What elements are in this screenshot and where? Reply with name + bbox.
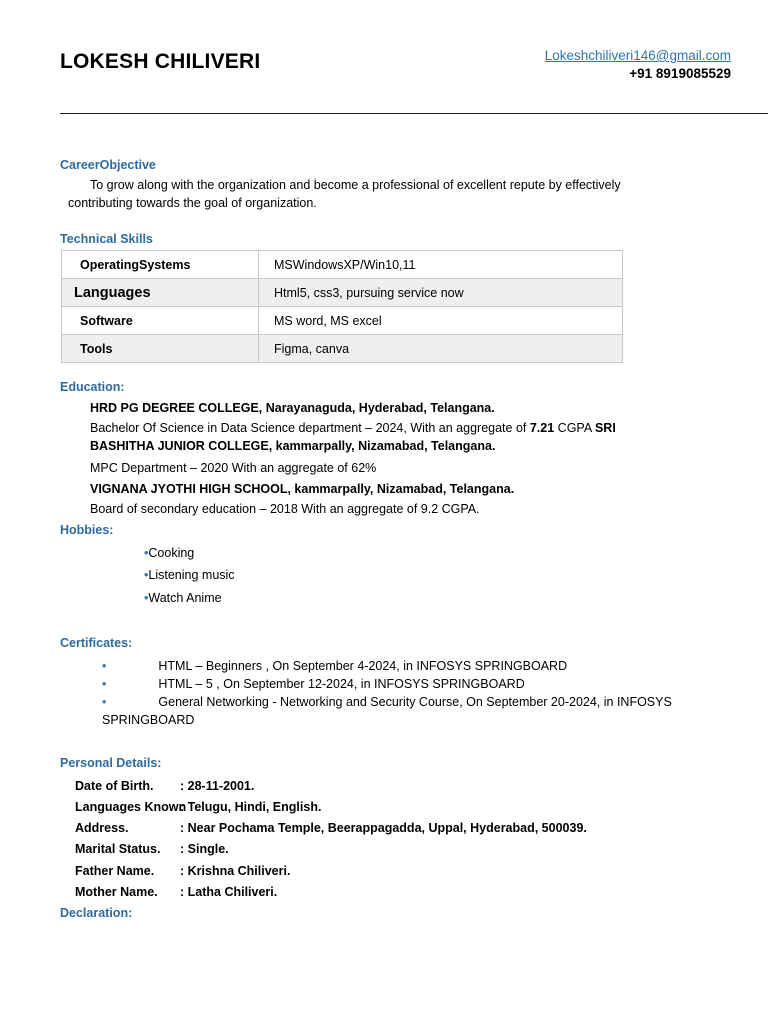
personal-label-mother: Mother Name. bbox=[75, 885, 158, 899]
declaration-heading: Declaration: bbox=[60, 906, 133, 920]
personal-details-heading: Personal Details: bbox=[60, 756, 162, 770]
personal-label-father: Father Name. bbox=[75, 864, 155, 878]
list-item bbox=[102, 675, 702, 693]
bullet-icon: • bbox=[144, 591, 149, 605]
list-item bbox=[144, 546, 194, 560]
degree-cgpa-suffix: CGPA bbox=[554, 421, 595, 435]
education-school: VIGNANA JYOTHI HIGH SCHOOL, kammarpally, Nizamabad, Telangana. bbox=[90, 482, 515, 496]
personal-value-dob: : 28-11-2001. bbox=[180, 779, 255, 793]
list-item bbox=[144, 591, 222, 605]
education-junior-college: BASHITHA JUNIOR COLLEGE, kammarpally, Nizamabad, Telangana. bbox=[90, 439, 496, 453]
bullet-icon: • bbox=[102, 695, 107, 709]
personal-value-address: : Near Pochama Temple, Beerappagadda, Uppal, Hyderabad, 500039. bbox=[180, 821, 587, 835]
technical-skills-heading: Technical Skills bbox=[60, 232, 153, 246]
hobby-text: Listening music bbox=[148, 568, 235, 582]
career-objective-heading: CareerObjective bbox=[60, 158, 156, 172]
contact-block bbox=[545, 47, 731, 83]
bullet-icon: • bbox=[102, 659, 107, 673]
personal-value-father: : Krishna Chiliveri. bbox=[180, 864, 291, 878]
personal-label-marital: Marital Status. bbox=[75, 842, 161, 856]
skill-value: Html5, css3, pursuing service now bbox=[259, 279, 623, 307]
skill-label: Languages bbox=[62, 279, 259, 307]
email-link[interactable]: Lokeshchiliveri146@gmail.com bbox=[544, 48, 731, 63]
table-row bbox=[62, 251, 623, 279]
certificate-text: General Networking - Networking and Security Course, On September 20-2024, in INFOSYS bbox=[158, 695, 672, 709]
list-item bbox=[102, 693, 742, 711]
skill-label: Software bbox=[62, 307, 259, 335]
technical-skills-table bbox=[61, 250, 623, 363]
degree-text: Bachelor Of Science in Data Science department – 2024, With an aggregate of bbox=[90, 421, 530, 435]
hobbies-heading: Hobbies: bbox=[60, 523, 114, 537]
personal-label-dob: Date of Birth. bbox=[75, 779, 154, 793]
resume-name: LOKESH CHILIVERI bbox=[60, 50, 261, 73]
education-degree bbox=[90, 419, 616, 437]
degree-trail: SRI bbox=[594, 421, 616, 435]
education-heading: Education: bbox=[60, 380, 125, 394]
bullet-icon: • bbox=[102, 677, 107, 691]
skill-value: MS word, MS excel bbox=[259, 307, 623, 335]
hobby-text: Watch Anime bbox=[148, 591, 222, 605]
table-row bbox=[62, 279, 623, 307]
skill-label: Tools bbox=[62, 335, 259, 363]
career-objective-line-1: To grow along with the organization and become a professional of excellent repute by effectively bbox=[90, 178, 621, 192]
table-row bbox=[62, 307, 623, 335]
skill-label: OperatingSystems bbox=[62, 251, 259, 279]
certificate-text-continued: SPRINGBOARD bbox=[102, 713, 195, 727]
certificates-heading: Certificates: bbox=[60, 636, 133, 650]
personal-value-languages: : Telugu, Hindi, English. bbox=[180, 800, 322, 814]
education-board: Board of secondary education – 2018 With an aggregate of 9.2 CGPA. bbox=[90, 502, 480, 516]
personal-label-languages: Languages Known bbox=[75, 800, 187, 814]
list-item bbox=[144, 568, 235, 582]
education-college: HRD PG DEGREE COLLEGE, Narayanaguda, Hyderabad, Telangana. bbox=[90, 401, 495, 415]
phone-number: +91 8919085529 bbox=[629, 66, 731, 81]
bullet-icon: • bbox=[144, 568, 149, 582]
hobby-text: Cooking bbox=[148, 546, 195, 560]
certificate-text: HTML – 5 , On September 12-2024, in INFOSYS SPRINGBOARD bbox=[158, 677, 525, 691]
education-mpc: MPC Department – 2020 With an aggregate of 62% bbox=[90, 461, 377, 475]
personal-label-address: Address. bbox=[75, 821, 129, 835]
list-item bbox=[102, 657, 702, 675]
personal-value-mother: : Latha Chiliveri. bbox=[180, 885, 278, 899]
personal-value-marital: : Single. bbox=[180, 842, 229, 856]
header-divider bbox=[60, 113, 768, 114]
bullet-icon: • bbox=[144, 546, 149, 560]
skill-value: Figma, canva bbox=[259, 335, 623, 363]
career-objective-line-2: contributing towards the goal of organization. bbox=[68, 196, 317, 210]
table-row bbox=[62, 335, 623, 363]
skill-value: MSWindowsXP/Win10,11 bbox=[259, 251, 623, 279]
certificate-text: HTML – Beginners , On September 4-2024, in INFOSYS SPRINGBOARD bbox=[158, 659, 568, 673]
degree-cgpa: 7.21 bbox=[529, 421, 555, 435]
